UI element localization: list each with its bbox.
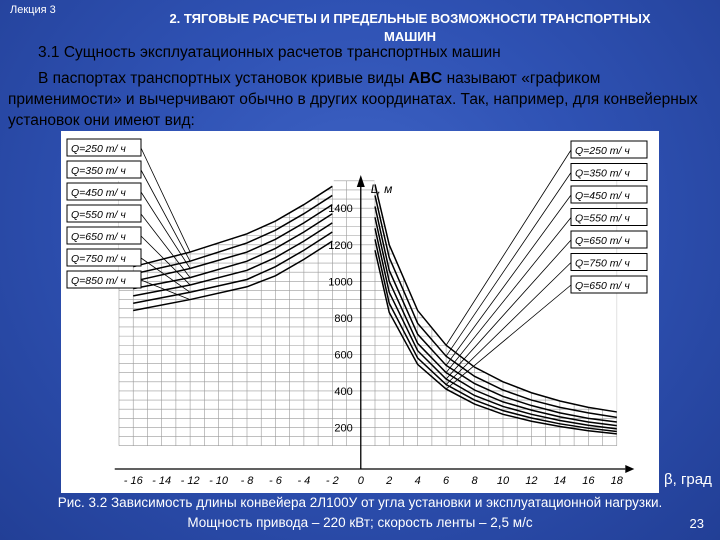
body-text: В паспортах транспортных установок кривые виды ABC называют «графиком применимости» и вычерчивают обычно в других координатах. Так, например, для конвейерных установок они имеют вид: [8,70,698,129]
x-tick-label: 10 [496,475,510,487]
x-tick-label: - 16 [123,475,143,487]
legend-left-label: Q=450 т/ ч [71,187,126,199]
slide-title: 2. ТЯГОВЫЕ РАСЧЕТЫ И ПРЕДЕЛЬНЫЕ ВОЗМОЖНОСТИ ТРАНСПОРТНЫХ МАШИН [169,11,651,44]
x-tick-label: 12 [525,475,538,487]
x-tick-label: - 4 [297,475,311,487]
x-tick-label: - 10 [209,475,229,487]
x-tick-label: 4 [414,475,421,487]
y-tick-label: 1200 [328,239,353,252]
page-number: 23 [689,516,704,531]
legend-right-label: Q=450 т/ ч [575,190,630,202]
legend-left-label: Q=650 т/ ч [71,231,126,243]
legend-right-label: Q=550 т/ ч [575,212,630,225]
x-axis-label: β, град [664,471,712,488]
y-axis-label: L, м [370,182,393,196]
legend-left-label: Q=250 т/ ч [71,143,126,155]
x-tick-label: 18 [610,475,623,487]
chart-figure [61,131,659,493]
x-tick-label: 14 [553,475,567,487]
legend-right-label: Q=650 т/ ч [575,235,630,247]
x-tick-label: 0 [357,475,364,487]
legend-left-label: Q=350 т/ ч [71,165,126,177]
x-tick-label: 16 [582,475,595,487]
legend-left-label: Q=850 т/ ч [71,275,126,287]
body-bold-term: ABC [408,70,443,87]
y-tick-label: 600 [334,349,353,362]
legend-left-label: Q=550 т/ ч [71,209,126,221]
x-tick-label: - 2 [325,475,339,487]
chart-svg [61,131,659,493]
x-tick-label: - 8 [240,475,254,487]
legend-right-label: Q=250 т/ ч [575,145,630,157]
y-tick-label: 1400 [328,203,353,216]
y-tick-label: 200 [334,422,353,435]
x-tick-label: 8 [471,475,478,487]
y-tick-label: 400 [334,385,353,398]
legend-left-label: Q=750 т/ ч [71,253,126,265]
figure-caption: Рис. 3.2 Зависимость длины конвейера 2Л100У от угла установки и эксплуатационной нагрузки. Мощность привода – 220 кВт; скорость ленты – 2,5 м/с [57,495,663,530]
x-tick-label: - 14 [152,475,172,487]
legend-right-label: Q=750 т/ ч [575,257,630,270]
x-axis-arrow [625,465,634,473]
legend-right-label: Q=650 т/ ч [575,280,630,292]
y-tick-label: 1000 [328,276,353,289]
y-tick-label: 800 [334,312,353,325]
slide-subtitle: 3.1 Сущность эксплуатационных расчетов транспортных машин [38,44,501,61]
x-tick-label: 6 [443,475,450,487]
x-tick-label: - 12 [180,475,200,487]
x-tick-label: 2 [386,475,393,487]
x-tick-label: - 6 [269,475,282,487]
legend-right-label: Q=350 т/ ч [575,167,630,180]
lecture-label: Лекция 3 [10,4,56,16]
body-paragraph [8,68,712,131]
